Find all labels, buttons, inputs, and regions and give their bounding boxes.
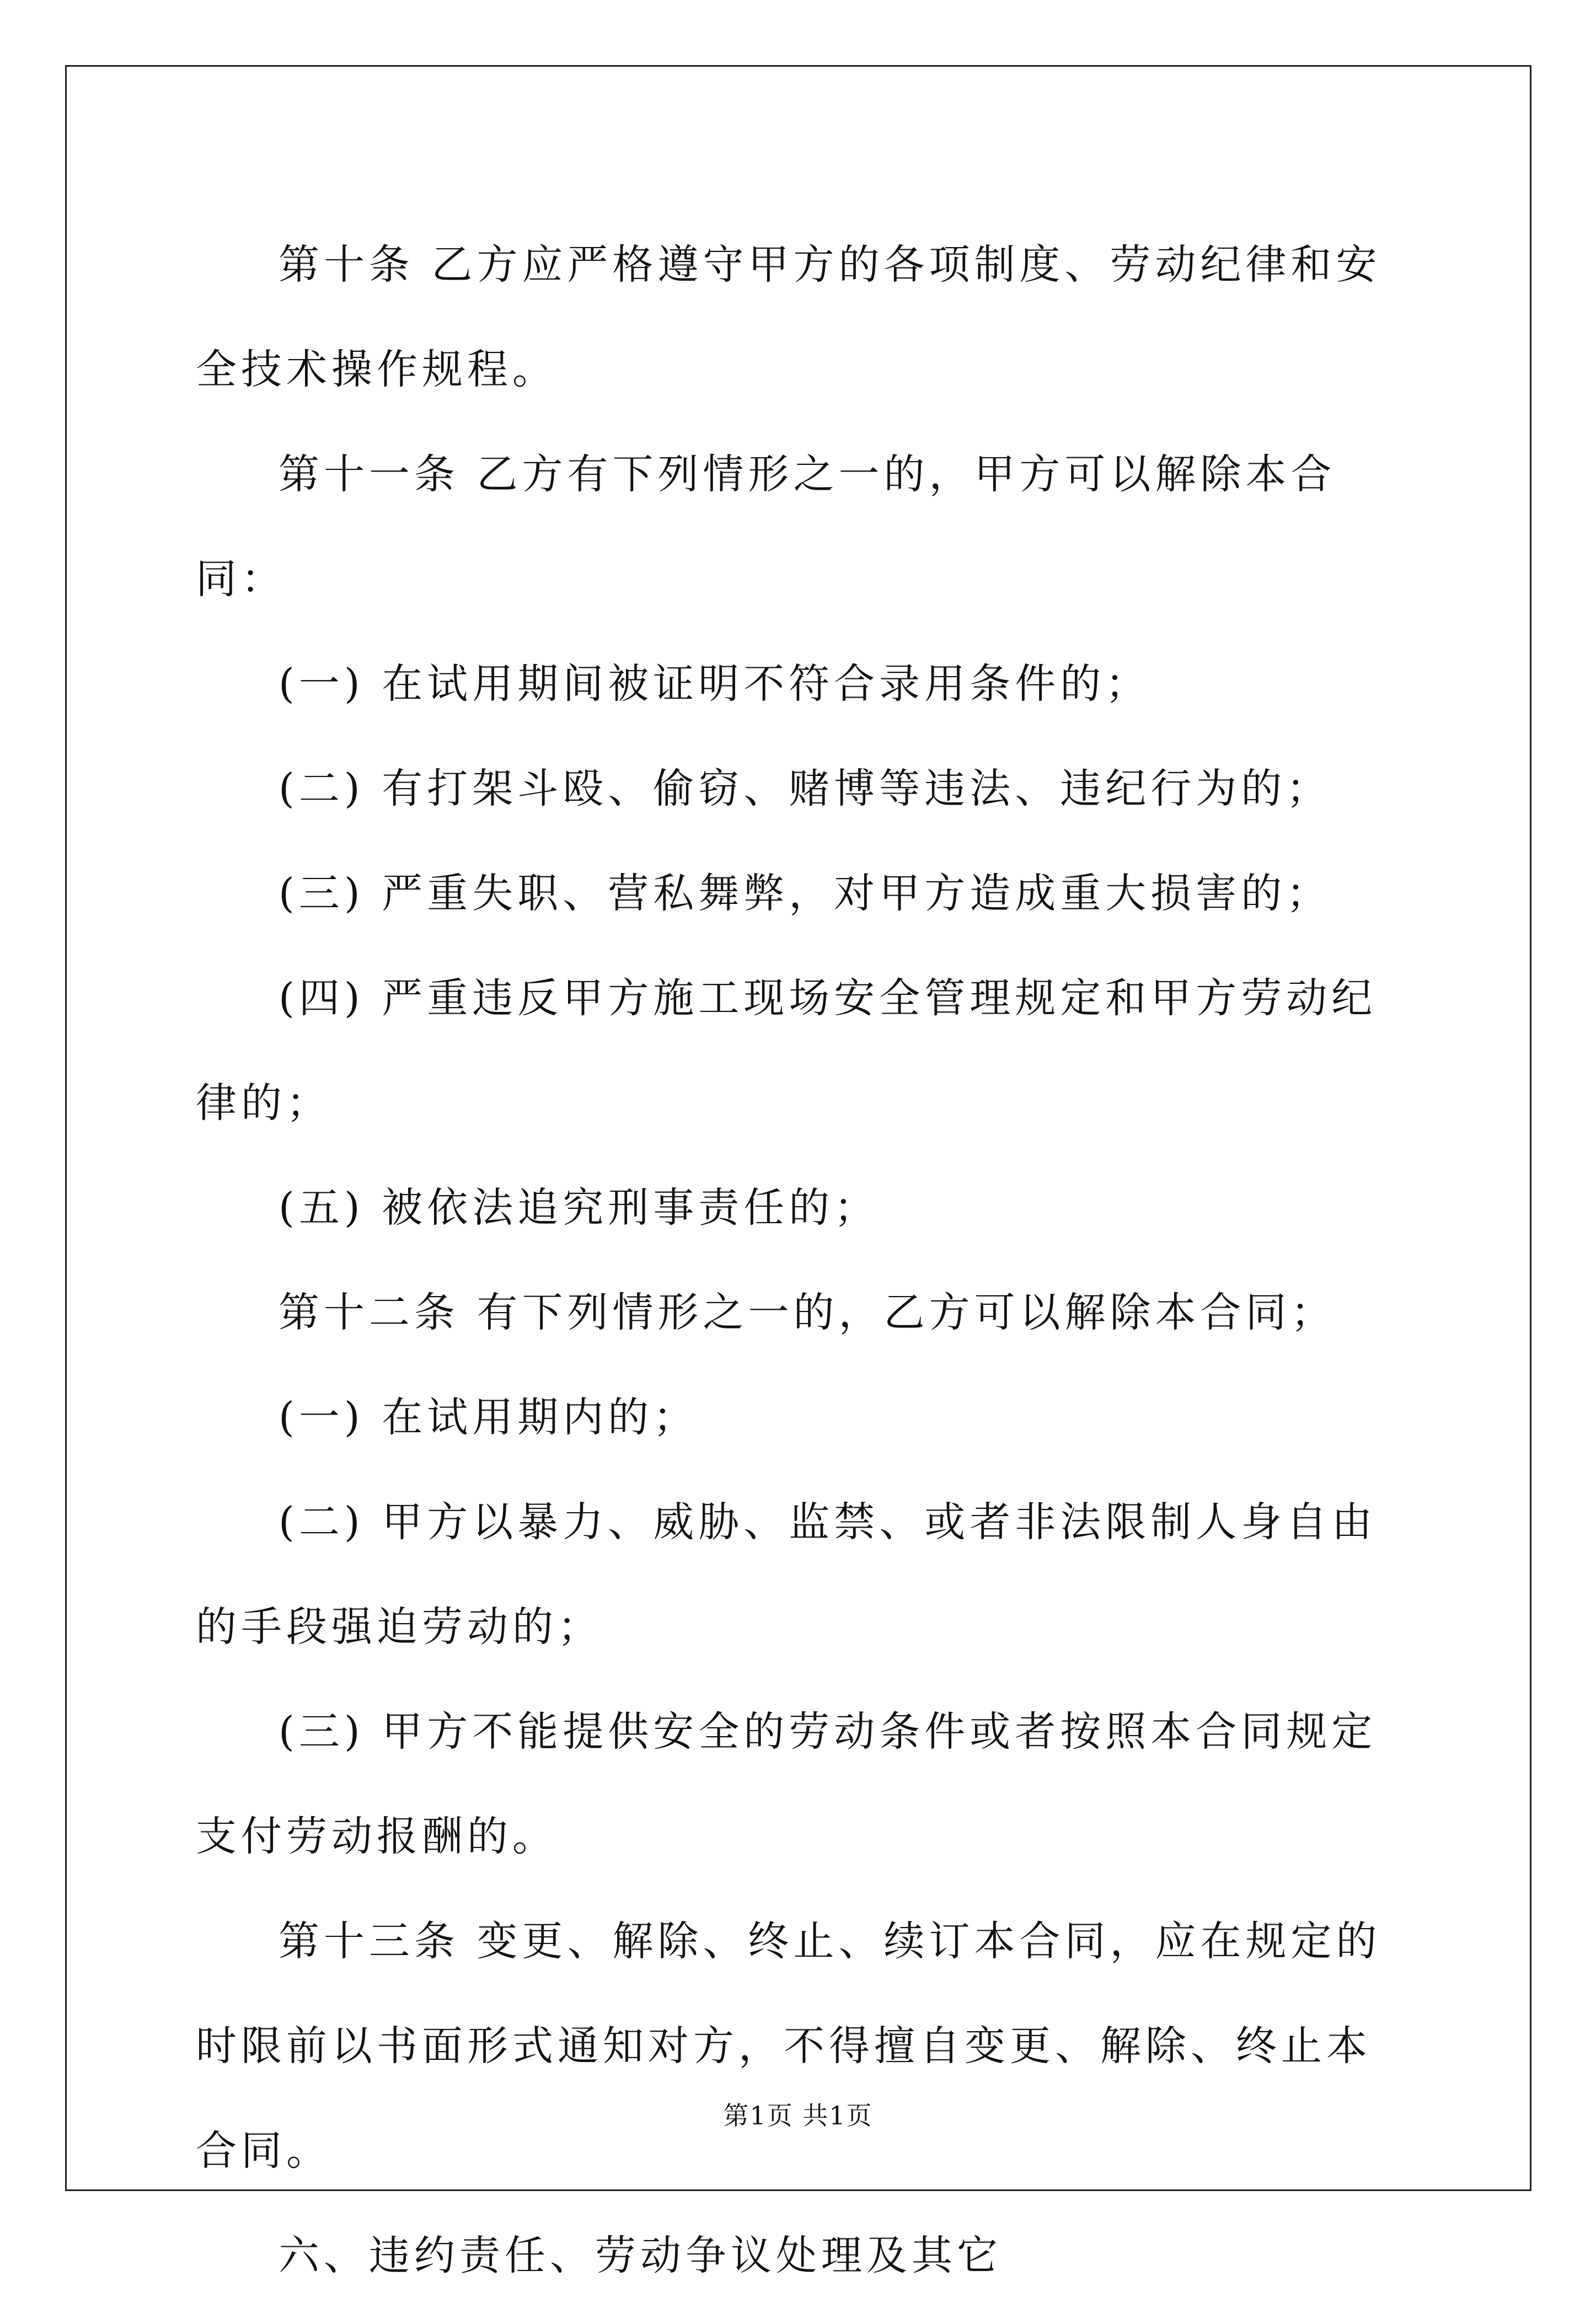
- article-12-item-1: (一) 在试用期内的；: [279, 1394, 699, 1441]
- article-10: 第十条 乙方应严格遵守甲方的各项制度、劳动纪律和安全技术操作规程。: [196, 241, 1381, 393]
- article-11: 第十一条 乙方有下列情形之一的，甲方可以解除本合同：: [196, 451, 1336, 603]
- article-12-item-3: (三) 甲方不能提供安全的劳动条件或者按照本合同规定支付劳动报酬的。: [196, 1708, 1377, 1860]
- article-11-item-2: (二) 有打架斗殴、偷窃、赌博等违法、违纪行为的；: [279, 765, 1332, 812]
- page-footer: 第1页 共1页: [723, 2101, 873, 2130]
- article-11-item-1: (一) 在试用期间被证明不符合录用条件的；: [279, 660, 1151, 708]
- article-11-item-5: (五) 被依法追究刑事责任的；: [279, 1184, 880, 1231]
- article-11-item-4: (四) 严重违反甲方施工现场安全管理规定和甲方劳动纪律的；: [196, 974, 1377, 1127]
- article-11-item-3: (三) 严重失职、营私舞弊，对甲方造成重大损害的；: [279, 870, 1332, 917]
- article-12: 第十二条 有下列情形之一的，乙方可以解除本合同；: [279, 1289, 1336, 1336]
- article-12-item-2: (二) 甲方以暴力、威胁、监禁、或者非法限制人身自由的手段强迫劳动的；: [196, 1498, 1377, 1651]
- article-13: 第十三条 变更、解除、终止、续订本合同，应在规定的时限前以书面形式通知对方，不得擅自变更、解除、终止本合同。: [196, 1918, 1381, 2175]
- section-6-heading: 六、违约责任、劳动争议处理及其它: [279, 2232, 1002, 2279]
- document-body: [196, 212, 1409, 2308]
